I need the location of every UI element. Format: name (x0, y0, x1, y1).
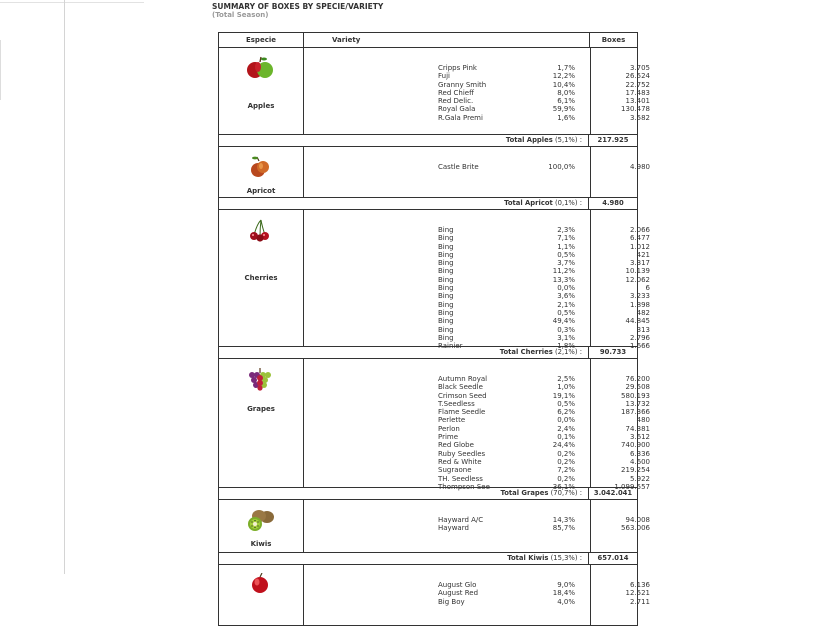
variety-percent: 13,3% (552, 275, 575, 284)
variety-percent: 7,2% (557, 466, 575, 475)
variety-name: Bing (438, 300, 454, 309)
variety-cell (304, 210, 650, 351)
total-label-text: Total Kiwis (507, 554, 549, 562)
variety-boxes: 6.136 (629, 581, 650, 589)
variety-cell (304, 359, 650, 491)
report-subtitle: (Total Season) (212, 11, 269, 19)
group-total-value: 657.014 (597, 554, 629, 562)
variety-boxes: 482 (636, 308, 650, 317)
variety-boxes: 1.898 (629, 300, 650, 309)
variety-percent: 8,0% (557, 88, 575, 97)
variety-name: Red Chieff (438, 88, 474, 97)
variety-percent: 11,2% (552, 267, 575, 276)
variety-name: August Glo (438, 581, 477, 589)
variety-name: Bing (438, 292, 454, 301)
variety-name: Bing (438, 226, 454, 234)
variety-boxes: 3.612 (629, 433, 650, 442)
left-frame-edge (0, 0, 144, 3)
especie-cell (219, 147, 304, 197)
variety-name: Flame Seedle (438, 408, 486, 417)
variety-boxes: 563.006 (621, 524, 650, 533)
variety-name: Bing (438, 317, 454, 326)
total-label-text: Total Grapes (500, 489, 549, 497)
specie-name: Kiwis (250, 540, 272, 548)
header-variety: Variety (304, 33, 590, 47)
specie-group (219, 359, 650, 491)
variety-name: Rainier (438, 342, 463, 351)
variety-percent: 12,2% (552, 72, 575, 81)
variety-name: Autumn Royal (438, 375, 488, 383)
variety-boxes: 26.524 (625, 72, 650, 81)
variety-percent: 3,6% (557, 292, 575, 301)
variety-name: August Red (438, 589, 479, 598)
variety-percent: 36,1% (552, 482, 575, 491)
report-title: SUMMARY OF BOXES BY SPECIE/VARIETY (212, 2, 384, 11)
variety-name: Red Globe (438, 441, 474, 450)
variety-name: Bing (438, 325, 454, 334)
variety-boxes: 74.381 (625, 424, 650, 433)
variety-percent: 0,5% (557, 308, 575, 317)
variety-name: Crimson Seed (438, 391, 487, 400)
total-percent: (15,3%) : (550, 554, 582, 562)
variety-name: Thompson See (438, 482, 490, 491)
variety-cell (304, 147, 650, 197)
variety-name: R.Gala Premi (438, 113, 483, 122)
variety-boxes: 130.478 (621, 105, 650, 114)
variety-percent: 2,4% (557, 424, 575, 433)
total-percent: (2,1%) : (554, 348, 582, 356)
variety-percent: 49,4% (552, 317, 575, 326)
variety-boxes: 6.336 (629, 449, 650, 458)
specie-name: Apricot (246, 187, 276, 195)
group-total-value: 90.733 (599, 348, 627, 356)
total-label-text: Total Apples (505, 136, 553, 144)
variety-name: T.Seedless (438, 399, 475, 408)
variety-boxes: 740.900 (621, 441, 650, 450)
variety-boxes: 2.796 (629, 333, 650, 342)
variety-name: Bing (438, 333, 454, 342)
plums-icon (245, 573, 275, 597)
variety-percent: 6,1% (557, 97, 575, 106)
variety-name: Bing (438, 267, 454, 276)
boxes-cell (591, 565, 637, 625)
group-total-row (219, 553, 637, 565)
variety-name: TH. Seedless (438, 474, 483, 483)
group-total-row (219, 198, 637, 210)
total-percent: (0,1%) : (554, 199, 582, 207)
specie-name: Cherries (244, 274, 278, 282)
variety-name: Bing (438, 250, 454, 259)
variety-percent: 0,5% (557, 399, 575, 408)
header-boxes: Boxes (601, 36, 626, 44)
variety-boxes: 187.366 (621, 408, 650, 417)
variety-name: Granny Smith (438, 80, 487, 89)
boxes-cell (591, 147, 637, 197)
specie-name: Grapes (247, 405, 275, 413)
variety-boxes: 1.666 (629, 342, 650, 351)
variety-percent: 6,2% (557, 408, 575, 417)
variety-boxes: 12.062 (625, 275, 650, 284)
variety-boxes: 17.483 (625, 88, 650, 97)
variety-boxes: 5.922 (629, 474, 650, 483)
apricot-icon (245, 155, 275, 179)
variety-percent: 1,6% (557, 113, 575, 122)
variety-boxes: 480 (636, 416, 650, 425)
variety-name: Bing (438, 259, 454, 268)
variety-name: Black Seedle (438, 383, 483, 392)
variety-percent: 3,1% (557, 333, 575, 342)
specie-name: Apples (247, 102, 275, 110)
variety-name: Royal Gala (438, 105, 476, 114)
variety-percent: 0,5% (557, 250, 575, 259)
variety-name: Ruby Seedles (438, 449, 486, 458)
especie-cell (219, 48, 304, 134)
variety-name: Bing (438, 308, 454, 317)
boxes-cell (591, 48, 637, 134)
specie-group (219, 565, 650, 626)
variety-percent: 85,7% (552, 524, 575, 533)
variety-percent: 2,5% (557, 375, 575, 383)
table-header (219, 33, 637, 48)
variety-percent: 24,4% (552, 441, 575, 450)
variety-boxes: 1.012 (629, 242, 650, 251)
variety-boxes: 12.521 (625, 589, 650, 598)
variety-percent: 14,3% (552, 516, 575, 524)
variety-name: Bing (438, 234, 454, 243)
variety-boxes: 4.600 (629, 457, 650, 466)
especie-cell (219, 500, 304, 552)
boxes-cell (591, 210, 637, 346)
variety-name: Bing (438, 284, 454, 293)
variety-percent: 0,1% (557, 433, 575, 442)
variety-cell (304, 48, 650, 134)
total-label-text: Total Apricot (504, 199, 553, 207)
variety-cell (304, 500, 650, 552)
variety-name: Prime (438, 433, 459, 442)
variety-percent: 7,1% (557, 234, 575, 243)
variety-name: Perlon (438, 424, 460, 433)
specie-group (219, 500, 650, 553)
variety-percent: 0,2% (557, 457, 575, 466)
variety-percent: 1,7% (557, 64, 575, 72)
variety-boxes: 44.845 (625, 317, 650, 326)
cherries-icon (245, 218, 275, 242)
variety-percent: 9,0% (557, 581, 575, 589)
boxes-cell (591, 500, 637, 552)
grapes-icon (245, 367, 275, 391)
variety-percent: 2,1% (557, 300, 575, 309)
group-total-row (219, 135, 637, 147)
variety-boxes: 219.254 (621, 466, 650, 475)
especie-cell (219, 565, 304, 625)
variety-percent: 100,0% (548, 163, 575, 171)
variety-boxes: 3.317 (629, 259, 650, 268)
variety-boxes: 1.099.557 (614, 482, 650, 491)
variety-boxes: 29.508 (625, 383, 650, 392)
total-percent: (70,7%) : (550, 489, 582, 497)
variety-boxes: 22.752 (625, 80, 650, 89)
header-especie: Especie (219, 33, 304, 47)
total-label-text: Total Cherries (499, 348, 553, 356)
variety-percent: 1,0% (557, 383, 575, 392)
variety-boxes: 313 (636, 325, 650, 334)
group-total-label (219, 135, 589, 146)
variety-boxes: 4.980 (629, 163, 650, 171)
variety-name: Bing (438, 242, 454, 251)
variety-boxes: 13.401 (625, 97, 650, 106)
variety-name: Big Boy (438, 597, 465, 606)
variety-boxes: 421 (636, 250, 650, 259)
variety-boxes: 3.582 (629, 113, 650, 122)
summary-table (218, 32, 650, 626)
group-total-label (219, 198, 589, 209)
group-total-value: 3.042.041 (593, 489, 633, 497)
total-percent: (5,1%) : (554, 136, 582, 144)
boxes-cell (591, 359, 637, 487)
variety-cell (304, 565, 650, 625)
variety-boxes: 3.233 (629, 292, 650, 301)
variety-percent: 2,3% (557, 226, 575, 234)
specie-group (219, 48, 650, 135)
variety-percent: 10,4% (552, 80, 575, 89)
variety-percent: 0,3% (557, 325, 575, 334)
variety-percent: 19,1% (552, 391, 575, 400)
variety-boxes: 2.066 (629, 226, 650, 234)
especie-cell (219, 210, 304, 346)
variety-name: Cripps Pink (438, 64, 477, 72)
variety-name: Perlette (438, 416, 466, 425)
variety-name: Castle Brite (438, 163, 479, 171)
specie-group (219, 210, 650, 351)
variety-name: Fuji (438, 72, 450, 81)
variety-name: Red Delic. (438, 97, 474, 106)
variety-percent: 1,1% (557, 242, 575, 251)
variety-boxes: 76.200 (625, 375, 650, 383)
variety-boxes: 94.008 (625, 516, 650, 524)
variety-percent: 18,4% (552, 589, 575, 598)
especie-cell (219, 359, 304, 487)
variety-boxes: 580.193 (621, 391, 650, 400)
variety-boxes: 2.711 (629, 597, 650, 606)
variety-name: Hayward (438, 524, 469, 533)
variety-name: Red & White (438, 457, 482, 466)
group-total-value: 217.925 (597, 136, 629, 144)
variety-percent: 0,2% (557, 449, 575, 458)
variety-percent: 1,8% (557, 342, 575, 351)
variety-boxes: 6 (645, 284, 650, 293)
variety-percent: 0,0% (557, 416, 575, 425)
kiwis-icon (245, 508, 275, 532)
left-frame-divider (64, 0, 65, 574)
variety-boxes: 13.732 (625, 399, 650, 408)
variety-percent: 4,0% (557, 597, 575, 606)
variety-boxes: 3.705 (629, 64, 650, 72)
specie-group (219, 147, 650, 198)
left-frame-mark (0, 40, 3, 100)
group-total-value: 4.980 (602, 199, 624, 207)
variety-boxes: 6.477 (629, 234, 650, 243)
variety-percent: 59,9% (552, 105, 575, 114)
variety-name: Sugraone (438, 466, 472, 475)
variety-name: Bing (438, 275, 454, 284)
variety-percent: 0,2% (557, 474, 575, 483)
variety-percent: 0,0% (557, 284, 575, 293)
variety-name: Hayward A/C (438, 516, 484, 524)
group-total-label (219, 553, 589, 564)
variety-percent: 3,7% (557, 259, 575, 268)
apples-icon (245, 56, 275, 80)
variety-boxes: 10.139 (625, 267, 650, 276)
